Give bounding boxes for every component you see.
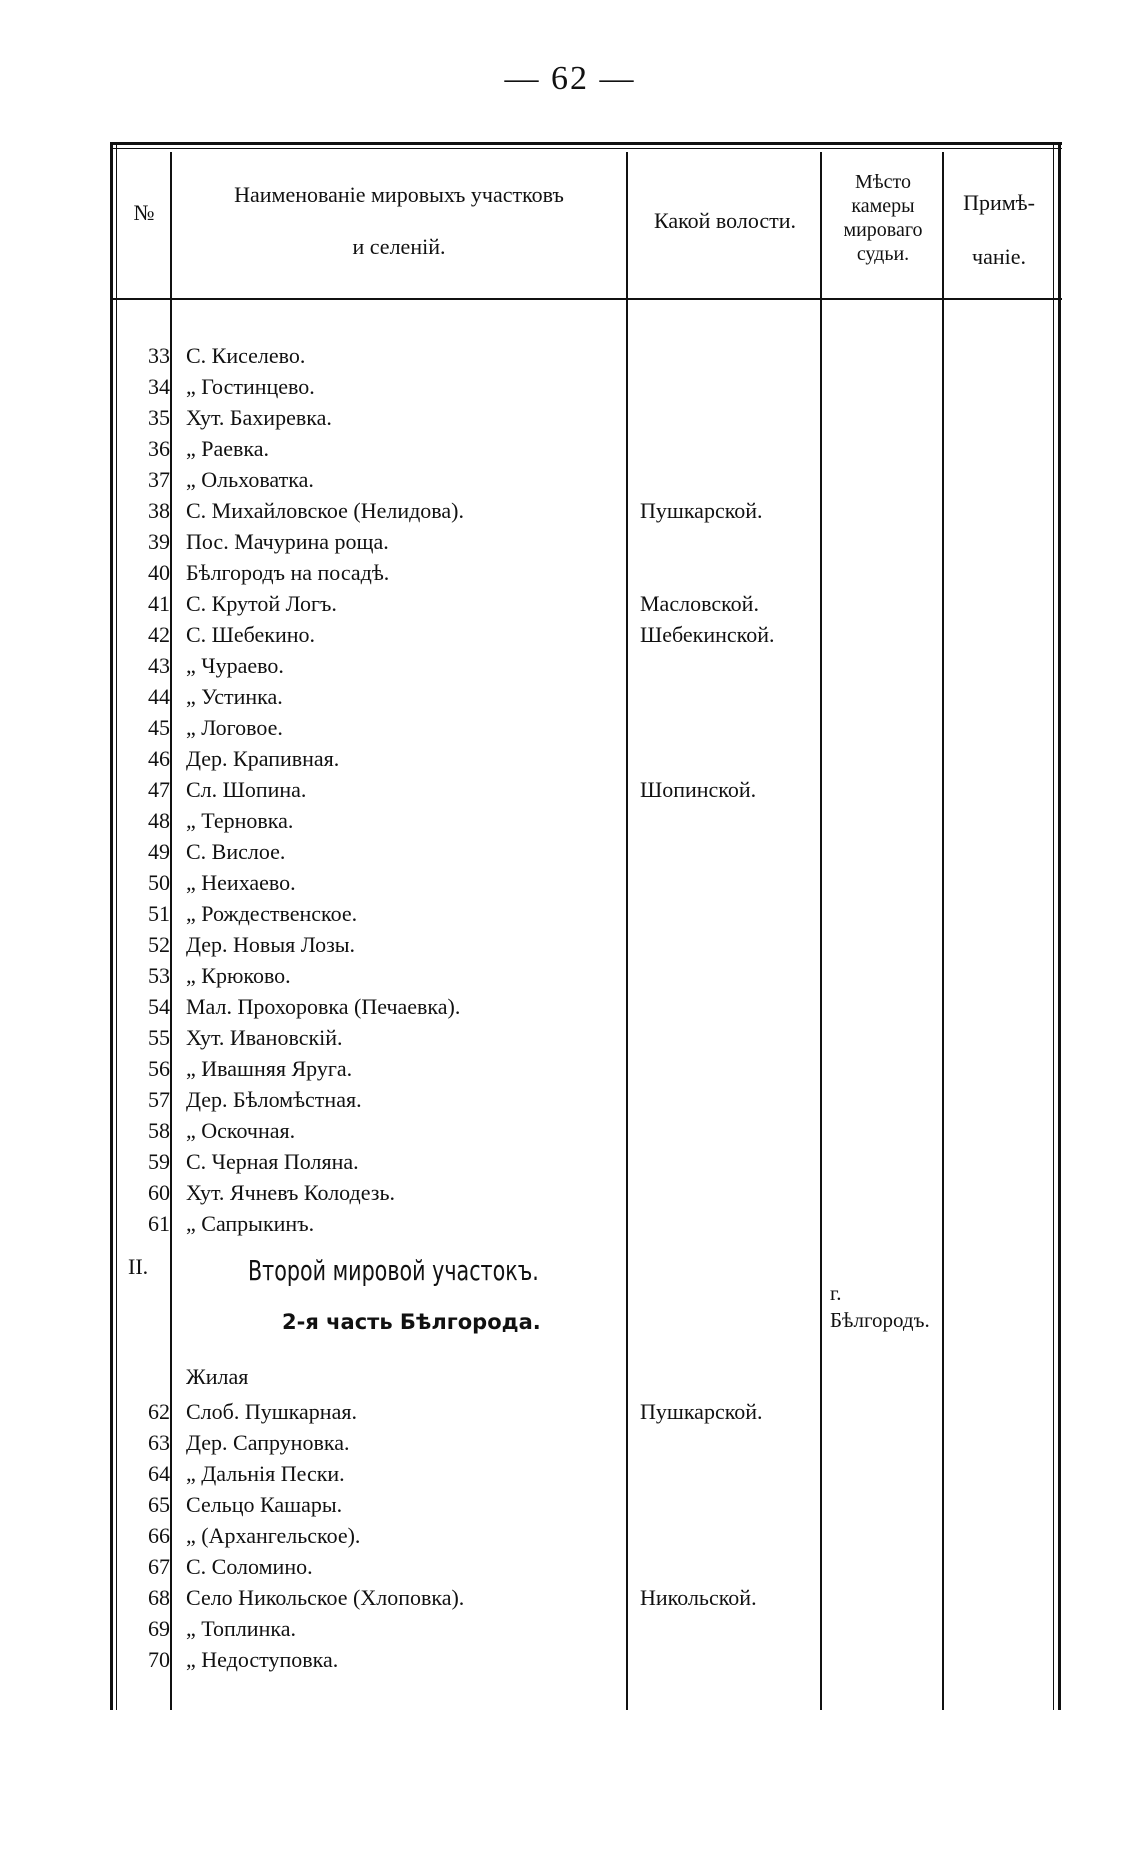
table-row [110, 588, 1062, 619]
row-number: 67 [148, 1554, 170, 1579]
row-number: 61 [148, 1211, 170, 1236]
settlement-name: Село Никольское (Хлоповка). [186, 1585, 465, 1610]
header-place-4: судьи. [856, 243, 910, 265]
section-subtitle: 2-я часть Бѣлгорода. [282, 1310, 541, 1334]
row-number: 33 [148, 343, 170, 368]
row-number: 68 [148, 1585, 170, 1610]
row-number: 60 [148, 1180, 170, 1205]
settlement-name: Сл. Шопина. [186, 777, 307, 802]
volost-name: Пушкарской. [640, 498, 763, 523]
court-place: г. Бѣлгородъ. [830, 1281, 930, 1333]
row-number: 69 [148, 1616, 170, 1641]
settlement-name: Сельцо Кашары. [186, 1492, 343, 1517]
settlement-name: Хут. Ивановскій. [186, 1025, 343, 1050]
settlement-name: „ Ивашняя Яруга. [186, 1056, 353, 1081]
settlement-name: Дер. Новыя Лозы. [186, 932, 356, 957]
row-number: 35 [148, 405, 170, 430]
row-number: 40 [148, 560, 170, 585]
table-row [110, 402, 1062, 433]
settlement-name: Дер. Сапруновка. [186, 1430, 350, 1455]
row-number: 53 [148, 963, 170, 988]
header-note [946, 190, 1052, 271]
header-bottom-rule [110, 298, 1062, 300]
table-row [110, 929, 1062, 960]
settlement-name: Хут. Ячневъ Колодезь. [186, 1180, 395, 1205]
row-number: 49 [148, 839, 170, 864]
settlement-name: С. Крутой Логъ. [186, 591, 337, 616]
row-number: 52 [148, 932, 170, 957]
settlement-name: С. Соломино. [186, 1554, 313, 1579]
table-row [110, 619, 1062, 650]
header-place-3: мироваго [843, 219, 923, 241]
settlement-name: Бѣлгородъ на посадѣ. [186, 560, 390, 585]
table-row [110, 557, 1062, 588]
table-row [110, 712, 1062, 743]
row-number: 62 [148, 1399, 170, 1424]
table-row [110, 1613, 1062, 1644]
settlement-name: „ (Архангельское). [186, 1523, 361, 1548]
table-row [110, 340, 1062, 371]
table-row [110, 464, 1062, 495]
settlement-name: „ Сапрыкинъ. [186, 1211, 315, 1236]
row-number: 36 [148, 436, 170, 461]
table-row [110, 867, 1062, 898]
volost-name: Масловской. [640, 591, 759, 616]
table-row [110, 650, 1062, 681]
table-top-rule-2 [110, 148, 1062, 149]
settlement-name: Дер. Бѣломѣстная. [186, 1087, 362, 1112]
volost-name: Пушкарской. [640, 1399, 763, 1424]
table-row [110, 1177, 1062, 1208]
header-place-1: Мѣсто [855, 171, 911, 193]
settlement-name: „ Топлинка. [186, 1616, 296, 1641]
table-row [110, 1022, 1062, 1053]
settlement-name: Пос. Мачурина роща. [186, 529, 389, 554]
table-row [110, 1644, 1062, 1675]
settlement-name: „ Ольховатка. [186, 467, 314, 492]
table-row [110, 1115, 1062, 1146]
table-row [110, 1084, 1062, 1115]
table-row [110, 743, 1062, 774]
table-row [110, 1582, 1062, 1613]
header-name-line1: Наименованіе мировыхъ участковъ [234, 182, 564, 207]
row-number: 63 [148, 1430, 170, 1455]
settlements-table [110, 142, 1062, 1710]
row-number: 66 [148, 1523, 170, 1548]
row-number: 54 [148, 994, 170, 1019]
row-number: 42 [148, 622, 170, 647]
header-name [174, 182, 624, 261]
table-row [110, 1520, 1062, 1551]
table-row [110, 898, 1062, 929]
table-row [110, 1489, 1062, 1520]
header-no: № [133, 200, 155, 225]
row-number: 58 [148, 1118, 170, 1143]
row-number: 50 [148, 870, 170, 895]
table-row [110, 526, 1062, 557]
table-row [110, 371, 1062, 402]
settlement-name: Слоб. Пушкарная. [186, 1399, 357, 1424]
settlement-name: Мал. Прохоровка (Печаевка). [186, 994, 461, 1019]
row-number: 70 [148, 1647, 170, 1672]
header-place-2: камеры [851, 195, 915, 217]
row-number: 48 [148, 808, 170, 833]
row-number: 47 [148, 777, 170, 802]
row-number: 44 [148, 684, 170, 709]
settlement-name: „ Рождественское. [186, 901, 358, 926]
row-number: 45 [148, 715, 170, 740]
settlement-name: „ Неихаево. [186, 870, 296, 895]
row-number: 38 [148, 498, 170, 523]
settlement-name: С. Шебекино. [186, 622, 316, 647]
volost-name: Шебекинской. [640, 622, 775, 647]
settlement-name: „ Терновка. [186, 808, 294, 833]
table-row [110, 1427, 1062, 1458]
table-row [110, 836, 1062, 867]
row-number: 37 [148, 467, 170, 492]
row-number: 41 [148, 591, 170, 616]
section-roman-numeral: II. [128, 1254, 149, 1279]
settlement-name: С. Виcлое. [186, 839, 286, 864]
header-volost: Какой волости. [653, 208, 797, 233]
settlement-name: Хут. Бахиревка. [186, 405, 332, 430]
table-row [110, 495, 1062, 526]
table-row [110, 991, 1062, 1022]
table-row [110, 1551, 1062, 1582]
table-row [110, 1053, 1062, 1084]
settlement-name: „ Недоступовка. [186, 1647, 339, 1672]
row-number: 39 [148, 529, 170, 554]
settlement-name: „ Дальнія Пески. [186, 1461, 345, 1486]
row-number: 56 [148, 1056, 170, 1081]
settlement-name: С. Черная Поляна. [186, 1149, 359, 1174]
row-number: 64 [148, 1461, 170, 1486]
header-note-1: Примѣ- [963, 190, 1035, 215]
settlement-name: С. Михайловское (Нелидова). [186, 498, 464, 523]
header-place [824, 170, 942, 266]
page-number: — 62 — [504, 60, 636, 97]
settlement-name: С. Киселево. [186, 343, 306, 368]
table-row [110, 1458, 1062, 1489]
section-title: Второй мировой участокъ. [248, 1254, 539, 1287]
table-row [110, 681, 1062, 712]
volost-name: Шопинской. [640, 777, 757, 802]
settlement-name: Дер. Крапивная. [186, 746, 340, 771]
row-number: 34 [148, 374, 170, 399]
row-number: 59 [148, 1149, 170, 1174]
settlement-name: „ Оскочная. [186, 1118, 296, 1143]
table-row [110, 960, 1062, 991]
group-label: Жилая [186, 1364, 249, 1389]
header-name-line2: и селеній. [352, 234, 446, 260]
settlement-name: „ Крюково. [186, 963, 291, 988]
row-number: 57 [148, 1087, 170, 1112]
row-number: 51 [148, 901, 170, 926]
row-number: 65 [148, 1492, 170, 1517]
volost-name: Никольской. [640, 1585, 757, 1610]
table-row [110, 774, 1062, 805]
table-row [110, 1146, 1062, 1177]
settlement-name: „ Раевка. [186, 436, 270, 461]
table-top-rule [110, 142, 1062, 145]
header-note-2: чаніе. [972, 244, 1026, 270]
settlement-name: „ Гостинцево. [186, 374, 315, 399]
row-number: 55 [148, 1025, 170, 1050]
row-number: 43 [148, 653, 170, 678]
table-row [110, 433, 1062, 464]
table-row [110, 1396, 1062, 1427]
settlement-name: „ Устинка. [186, 684, 283, 709]
settlement-name: „ Чураево. [186, 653, 284, 678]
settlement-name: „ Логовое. [186, 715, 283, 740]
row-number: 46 [148, 746, 170, 771]
table-row [110, 1208, 1062, 1239]
table-row [110, 805, 1062, 836]
